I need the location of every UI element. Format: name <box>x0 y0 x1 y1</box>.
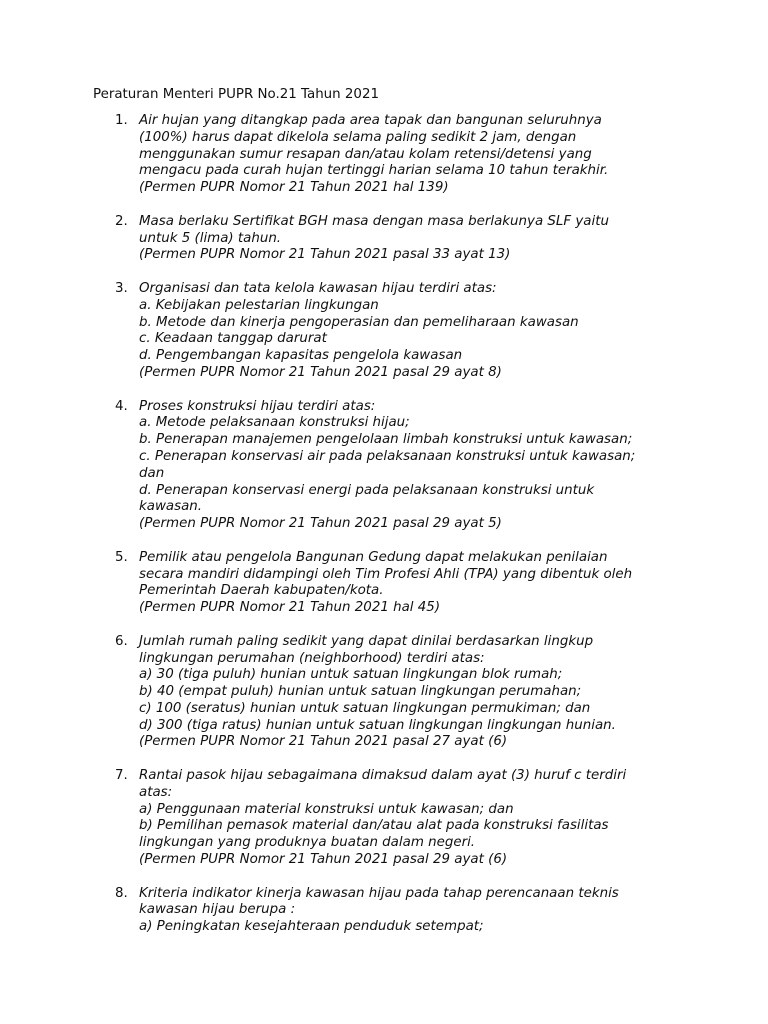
text-line: mengacu pada curah hujan tertinggi harian selama 10 tahun terakhir. <box>139 163 609 179</box>
list-item-number: 2. <box>115 213 128 229</box>
text-line: c. Penerapan konservasi air pada pelaksanaan konstruksi untuk kawasan; <box>139 448 636 464</box>
text-line: b. Penerapan manajemen pengelolaan limbah konstruksi untuk kawasan; <box>139 432 633 448</box>
text-line: b. Metode dan kinerja pengoperasian dan pemeliharaan kawasan <box>139 314 579 330</box>
list-item <box>0 886 768 936</box>
text-line: atas: <box>139 784 173 800</box>
text-line: dan <box>139 465 165 481</box>
text-line: c. Keadaan tanggap darurat <box>139 331 327 347</box>
text-line: Kriteria indikator kinerja kawasan hijau pada tahap perencanaan teknis <box>139 885 619 901</box>
text-line: d. Pengembangan kapasitas pengelola kawasan <box>139 348 463 364</box>
list-item-body <box>139 550 679 617</box>
text-line: d. Penerapan konservasi energi pada pelaksanaan konstruksi untuk <box>139 482 595 498</box>
list-item-number: 4. <box>115 398 128 414</box>
text-line: secara mandiri didampingi oleh Tim Profesi Ahli (TPA) yang dibentuk oleh <box>139 566 633 582</box>
text-line: c) 100 (seratus) hunian untuk satuan lingkungan permukiman; dan <box>139 700 591 716</box>
text-line: Masa berlaku Sertifikat BGH masa dengan masa berlakunya SLF yaitu <box>139 213 609 229</box>
text-line: Organisasi dan tata kelola kawasan hijau terdiri atas: <box>139 280 497 296</box>
list-item-body <box>139 768 679 869</box>
text-line: menggunakan sumur resapan dan/atau kolam retensi/detensi yang <box>139 146 592 162</box>
list-item-body <box>139 113 679 197</box>
list-item-number: 3. <box>115 280 128 296</box>
text-line: Pemerintah Daerah kabupaten/kota. <box>139 583 384 599</box>
list-item-number: 1. <box>115 113 128 128</box>
regulation-list <box>0 113 768 953</box>
text-line: lingkungan yang produknya buatan dalam negeri. <box>139 835 476 851</box>
list-item <box>0 281 768 382</box>
text-line: kawasan. <box>139 499 203 515</box>
text-line: lingkungan perumahan (neighborhood) terdiri atas: <box>139 650 485 666</box>
citation-line: (Permen PUPR Nomor 21 Tahun 2021 pasal 29 ayat 8) <box>139 364 502 380</box>
text-line: Proses konstruksi hijau terdiri atas: <box>139 398 376 414</box>
text-line: b) Pemilihan pemasok material dan/atau alat pada konstruksi fasilitas <box>139 818 609 834</box>
list-item-body <box>139 634 679 752</box>
text-line: Air hujan yang ditangkap pada area tapak dan bangunan seluruhnya <box>139 113 602 128</box>
list-item-body <box>139 281 679 382</box>
text-line: a. Metode pelaksanaan konstruksi hijau; <box>139 415 410 431</box>
citation-line: (Permen PUPR Nomor 21 Tahun 2021 pasal 27 ayat (6) <box>139 734 508 750</box>
list-item-body <box>139 399 679 533</box>
citation-line: (Permen PUPR Nomor 21 Tahun 2021 pasal 33 ayat 13) <box>139 247 511 263</box>
document-title: Peraturan Menteri PUPR No.21 Tahun 2021 <box>93 87 379 102</box>
list-item <box>0 113 768 197</box>
list-item <box>0 550 768 617</box>
citation-line: (Permen PUPR Nomor 21 Tahun 2021 pasal 29 ayat 5) <box>139 516 502 532</box>
list-item-number: 6. <box>115 633 128 649</box>
text-line: d) 300 (tiga ratus) hunian untuk satuan lingkungan lingkungan hunian. <box>139 717 616 733</box>
text-line: (100%) harus dapat dikelola selama paling sedikit 2 jam, dengan <box>139 129 577 145</box>
text-line: a) Peningkatan kesejahteraan penduduk setempat; <box>139 919 484 935</box>
text-line: a) 30 (tiga puluh) hunian untuk satuan lingkungan blok rumah; <box>139 667 563 683</box>
list-item-number: 5. <box>115 549 128 565</box>
list-item-number: 8. <box>115 885 128 901</box>
text-line: Pemilik atau pengelola Bangunan Gedung dapat melakukan penilaian <box>139 549 608 565</box>
citation-line: (Permen PUPR Nomor 21 Tahun 2021 pasal 29 ayat (6) <box>139 852 508 868</box>
citation-line: (Permen PUPR Nomor 21 Tahun 2021 hal 139) <box>139 180 449 196</box>
text-line: b) 40 (empat puluh) hunian untuk satuan lingkungan perumahan; <box>139 684 582 700</box>
text-line: Jumlah rumah paling sedikit yang dapat dinilai berdasarkan lingkup <box>139 633 594 649</box>
text-line: untuk 5 (lima) tahun. <box>139 230 282 246</box>
text-line: a) Penggunaan material konstruksi untuk kawasan; dan <box>139 801 514 817</box>
list-item <box>0 399 768 533</box>
list-item-body <box>139 214 679 264</box>
text-line: a. Kebijakan pelestarian lingkungan <box>139 297 379 313</box>
list-item <box>0 768 768 869</box>
text-line: Rantai pasok hijau sebagaimana dimaksud dalam ayat (3) huruf c terdiri <box>139 768 627 784</box>
list-item-number: 7. <box>115 768 128 784</box>
list-item <box>0 214 768 264</box>
text-line: kawasan hijau berupa : <box>139 902 296 918</box>
list-item <box>0 634 768 752</box>
citation-line: (Permen PUPR Nomor 21 Tahun 2021 hal 45) <box>139 600 441 616</box>
list-item-body <box>139 886 679 936</box>
